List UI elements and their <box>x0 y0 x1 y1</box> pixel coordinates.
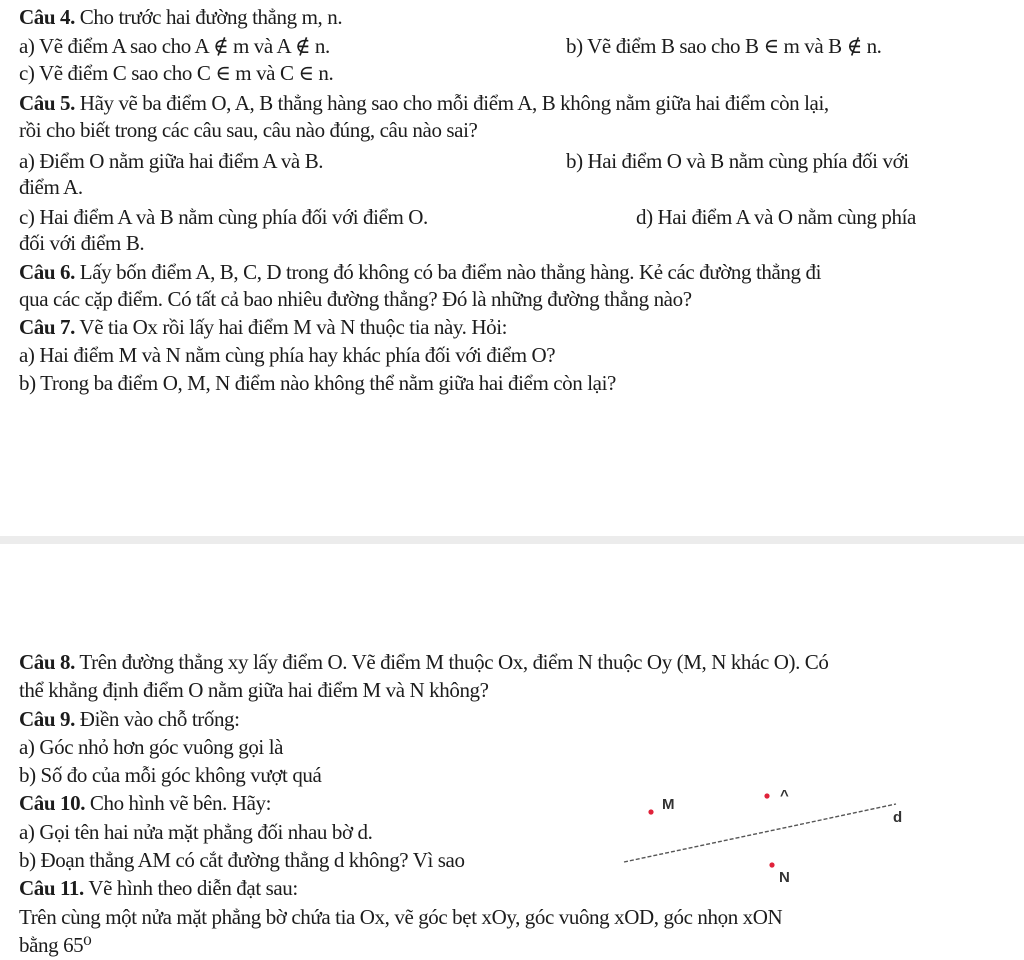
point-m <box>648 809 653 814</box>
question-4-part-b: b) Vẽ điểm B sao cho B ∈ m và B ∉ n. <box>566 34 882 58</box>
question-6-text-1: Lấy bốn điểm A, B, C, D trong đó không có ba điểm nào thẳng hàng. Kẻ các đường thẳng đi <box>74 260 822 284</box>
question-10-part-b: b) Đoạn thẳng AM có cắt đường thẳng d không? Vì sao <box>19 848 465 872</box>
question-4-number: Câu 4. <box>19 5 75 29</box>
question-9-part-a: a) Góc nhỏ hơn góc vuông gọi là <box>19 735 284 759</box>
question-5-text-1: Hãy vẽ ba điểm O, A, B thẳng hàng sao cho mỗi điểm A, B không nằm giữa hai điểm còn lại, <box>74 91 829 115</box>
question-5-text-2: rồi cho biết trong các câu sau, câu nào đúng, câu nào sai? <box>19 118 478 142</box>
question-7-part-a: a) Hai điểm M và N nằm cùng phía hay khác phía đối với điểm O? <box>19 343 556 367</box>
question-9-number: Câu 9. <box>19 707 75 731</box>
question-11-heading <box>19 875 298 902</box>
label-d: d <box>893 809 903 826</box>
question-5-heading <box>19 90 829 117</box>
question-4-text: Cho trước hai đường thẳng m, n. <box>74 5 343 29</box>
question-5-part-b: b) Hai điểm O và B nằm cùng phía đối với <box>566 149 909 173</box>
question-8-number: Câu 8. <box>19 650 75 674</box>
question-11-text: Vẽ hình theo diễn đạt sau: <box>83 876 298 900</box>
question-10-heading <box>19 790 271 817</box>
question-8-heading <box>19 649 828 676</box>
question-10-figure <box>600 770 930 890</box>
question-8-text-2: thể khẳng định điểm O nằm giữa hai điểm M và N không? <box>19 678 489 702</box>
question-11-number: Câu 11. <box>19 876 84 900</box>
question-9-part-b: b) Số đo của mỗi góc không vượt quá <box>19 763 322 787</box>
label-a: ^ <box>780 787 789 804</box>
question-10-part-a: a) Gọi tên hai nửa mặt phẳng đối nhau bờ d. <box>19 820 373 844</box>
label-m: M <box>662 796 675 813</box>
question-11-line-2: bằng 65⁰ <box>19 933 92 957</box>
question-9-heading <box>19 706 240 733</box>
question-7-text: Vẽ tia Ox rồi lấy hai điểm M và N thuộc tia này. Hỏi: <box>74 315 508 339</box>
question-9-text: Điền vào chỗ trống: <box>74 707 240 731</box>
worksheet-page-bottom <box>0 544 1024 960</box>
point-a <box>764 793 769 798</box>
question-7-number: Câu 7. <box>19 315 75 339</box>
point-n <box>769 862 774 867</box>
question-5-part-d: d) Hai điểm A và O nằm cùng phía <box>636 205 916 229</box>
question-5-part-b-cont: điểm A. <box>19 175 83 199</box>
question-5-part-a: a) Điểm O nằm giữa hai điểm A và B. <box>19 149 324 173</box>
question-6-heading <box>19 259 821 286</box>
question-5-number: Câu 5. <box>19 91 75 115</box>
question-7-heading <box>19 314 507 341</box>
question-4-heading <box>19 4 342 31</box>
question-11-line-1: Trên cùng một nửa mặt phẳng bờ chứa tia Ox, vẽ góc bẹt xOy, góc vuông xOD, góc nhọn xON <box>19 905 783 929</box>
question-10-text: Cho hình vẽ bên. Hãy: <box>85 791 272 815</box>
question-5-part-c: c) Hai điểm A và B nằm cùng phía đối với điểm O. <box>19 205 428 229</box>
question-4-part-c: c) Vẽ điểm C sao cho C ∈ m và C ∈ n. <box>19 61 334 85</box>
question-10-number: Câu 10. <box>19 791 86 815</box>
question-6-text-2: qua các cặp điểm. Có tất cả bao nhiêu đường thẳng? Đó là những đường thẳng nào? <box>19 287 692 311</box>
figure-canvas <box>600 770 930 890</box>
question-7-part-b: b) Trong ba điểm O, M, N điểm nào không thể nằm giữa hai điểm còn lại? <box>19 371 616 395</box>
page-separator <box>0 536 1024 544</box>
question-8-text-1: Trên đường thẳng xy lấy điểm O. Vẽ điểm M thuộc Ox, điểm N thuộc Oy (M, N khác O). Có <box>74 650 829 674</box>
question-4-part-a: a) Vẽ điểm A sao cho A ∉ m và A ∉ n. <box>19 34 330 58</box>
question-6-number: Câu 6. <box>19 260 75 284</box>
question-5-part-d-cont: đối với điểm B. <box>19 231 145 255</box>
label-n: N <box>779 869 790 886</box>
